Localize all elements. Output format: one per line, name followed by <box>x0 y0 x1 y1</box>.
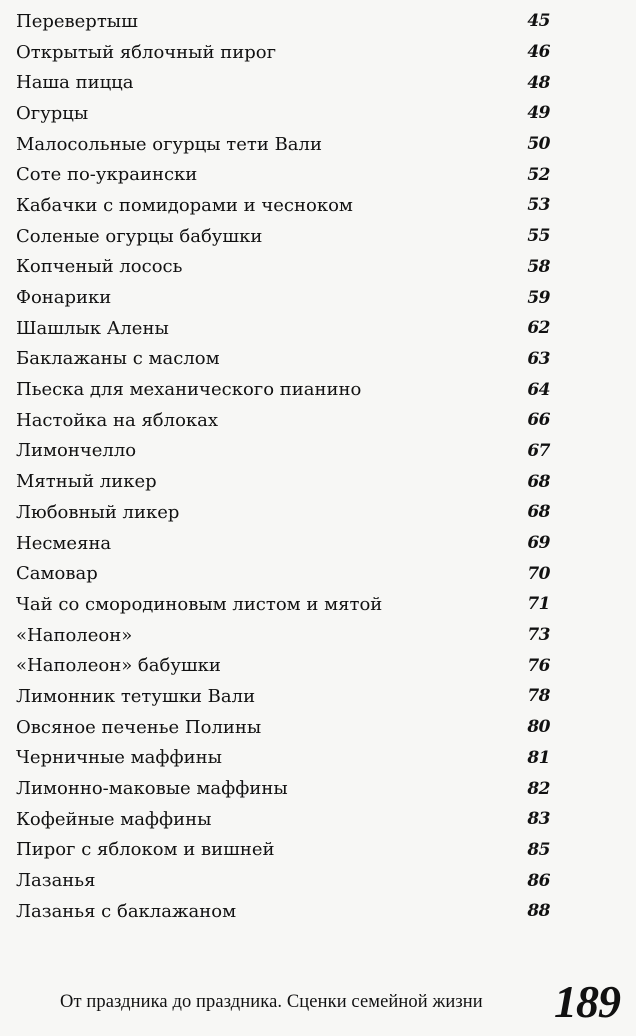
toc-entry <box>16 374 550 405</box>
toc-entry <box>16 344 550 375</box>
running-footer-title: От праздника до праздника. Сценки семейной жизни <box>60 991 483 1012</box>
toc-entry-page: 71 <box>527 594 550 615</box>
toc-entry-page: 70 <box>527 563 550 584</box>
toc-entry-page: 69 <box>527 533 550 554</box>
toc-entry-title: Кабачки с помидорами и чесноком <box>16 194 353 216</box>
toc-entry-title: Чай со смородиновым листом и мятой <box>16 593 383 615</box>
toc-entry-title: Малосольные огурцы тети Вали <box>16 133 322 155</box>
toc-entry <box>16 528 550 559</box>
toc-entry-title: «Наполеон» бабушки <box>16 655 221 677</box>
toc-entry <box>16 835 550 866</box>
page-footer <box>60 976 620 1028</box>
toc-entry-page: 78 <box>527 686 550 707</box>
toc-entry <box>16 896 550 927</box>
toc-entry-title: Перевертыш <box>16 10 138 32</box>
toc-entry-page: 83 <box>527 809 550 830</box>
toc-entry-title: «Наполеон» <box>16 624 133 646</box>
toc-entry-title: Овсяное печенье Полины <box>16 716 262 738</box>
toc-entry <box>16 558 550 589</box>
toc-entry <box>16 37 550 68</box>
toc-entry-page: 50 <box>527 134 550 155</box>
toc-entry-title: Открытый яблочный пирог <box>16 41 277 63</box>
toc-entry <box>16 129 550 160</box>
toc-entry <box>16 804 550 835</box>
toc-entry <box>16 865 550 896</box>
toc-entry-title: Копченый лосось <box>16 256 183 278</box>
page-number: 189 <box>554 976 620 1027</box>
toc-entry-title: Настойка на яблоках <box>16 409 219 431</box>
toc-entry-page: 76 <box>527 655 550 676</box>
toc-entry <box>16 436 550 467</box>
toc-entry-title: Фонарики <box>16 287 112 309</box>
toc-entry <box>16 712 550 743</box>
toc-entry-page: 81 <box>527 747 550 768</box>
toc-entry-page: 55 <box>527 226 550 247</box>
toc-entry <box>16 773 550 804</box>
toc-entry-page: 85 <box>527 839 550 860</box>
toc-entry-title: Черничные маффины <box>16 747 222 769</box>
toc-entry <box>16 221 550 252</box>
toc-entry-page: 58 <box>527 256 550 277</box>
toc-entry-title: Лимонно-маковые маффины <box>16 778 288 800</box>
toc-entry-title: Мятный ликер <box>16 471 157 493</box>
toc-entry-title: Самовар <box>16 563 98 585</box>
toc-entry-title: Соленые огурцы бабушки <box>16 225 263 247</box>
toc-entry-title: Соте по-украински <box>16 164 198 186</box>
toc-entry-page: 53 <box>527 195 550 216</box>
toc-entry <box>16 589 550 620</box>
toc-entry-page: 49 <box>527 103 550 124</box>
toc-entry-page: 62 <box>527 318 550 339</box>
toc-entry-page: 59 <box>527 287 550 308</box>
toc-entry-page: 66 <box>527 410 550 431</box>
toc-entry-page: 48 <box>527 72 550 93</box>
toc-entry-title: Шашлык Алены <box>16 317 169 339</box>
toc-entry-title: Пьеска для механического пианино <box>16 379 362 401</box>
toc-entry-page: 64 <box>527 379 550 400</box>
toc-entry-page: 67 <box>527 440 550 461</box>
toc-entry <box>16 6 550 37</box>
toc-entry-title: Лимончелло <box>16 440 137 462</box>
toc-entry-title: Лазанья с баклажаном <box>16 900 237 922</box>
toc-entry <box>16 405 550 436</box>
toc-entry <box>16 282 550 313</box>
toc-entry <box>16 190 550 221</box>
toc-entry <box>16 67 550 98</box>
toc-entry-page: 45 <box>527 11 550 32</box>
table-of-contents <box>16 6 550 927</box>
toc-entry-page: 63 <box>527 348 550 369</box>
toc-entry-page: 68 <box>527 471 550 492</box>
toc-entry-title: Наша пицца <box>16 72 134 94</box>
toc-entry-title: Баклажаны с маслом <box>16 348 220 370</box>
toc-entry <box>16 743 550 774</box>
toc-entry-page: 88 <box>527 901 550 922</box>
toc-entry <box>16 466 550 497</box>
toc-entry-page: 68 <box>527 502 550 523</box>
toc-entry-page: 73 <box>527 625 550 646</box>
toc-entry-title: Несмеяна <box>16 532 112 554</box>
toc-entry-title: Лимонник тетушки Вали <box>16 685 256 707</box>
toc-entry <box>16 650 550 681</box>
toc-entry-title: Пирог с яблоком и вишней <box>16 839 275 861</box>
toc-entry <box>16 620 550 651</box>
toc-entry-title: Лазанья <box>16 870 96 892</box>
toc-entry-page: 82 <box>527 778 550 799</box>
toc-entry-title: Огурцы <box>16 102 89 124</box>
toc-entry <box>16 681 550 712</box>
toc-entry-page: 80 <box>527 717 550 738</box>
toc-entry <box>16 497 550 528</box>
toc-entry <box>16 98 550 129</box>
toc-entry-page: 86 <box>527 870 550 891</box>
toc-entry-title: Кофейные маффины <box>16 808 212 830</box>
toc-entry <box>16 313 550 344</box>
toc-entry-page: 52 <box>527 164 550 185</box>
toc-entry <box>16 252 550 283</box>
toc-entry-title: Любовный ликер <box>16 501 180 523</box>
toc-entry <box>16 159 550 190</box>
toc-entry-page: 46 <box>527 42 550 63</box>
